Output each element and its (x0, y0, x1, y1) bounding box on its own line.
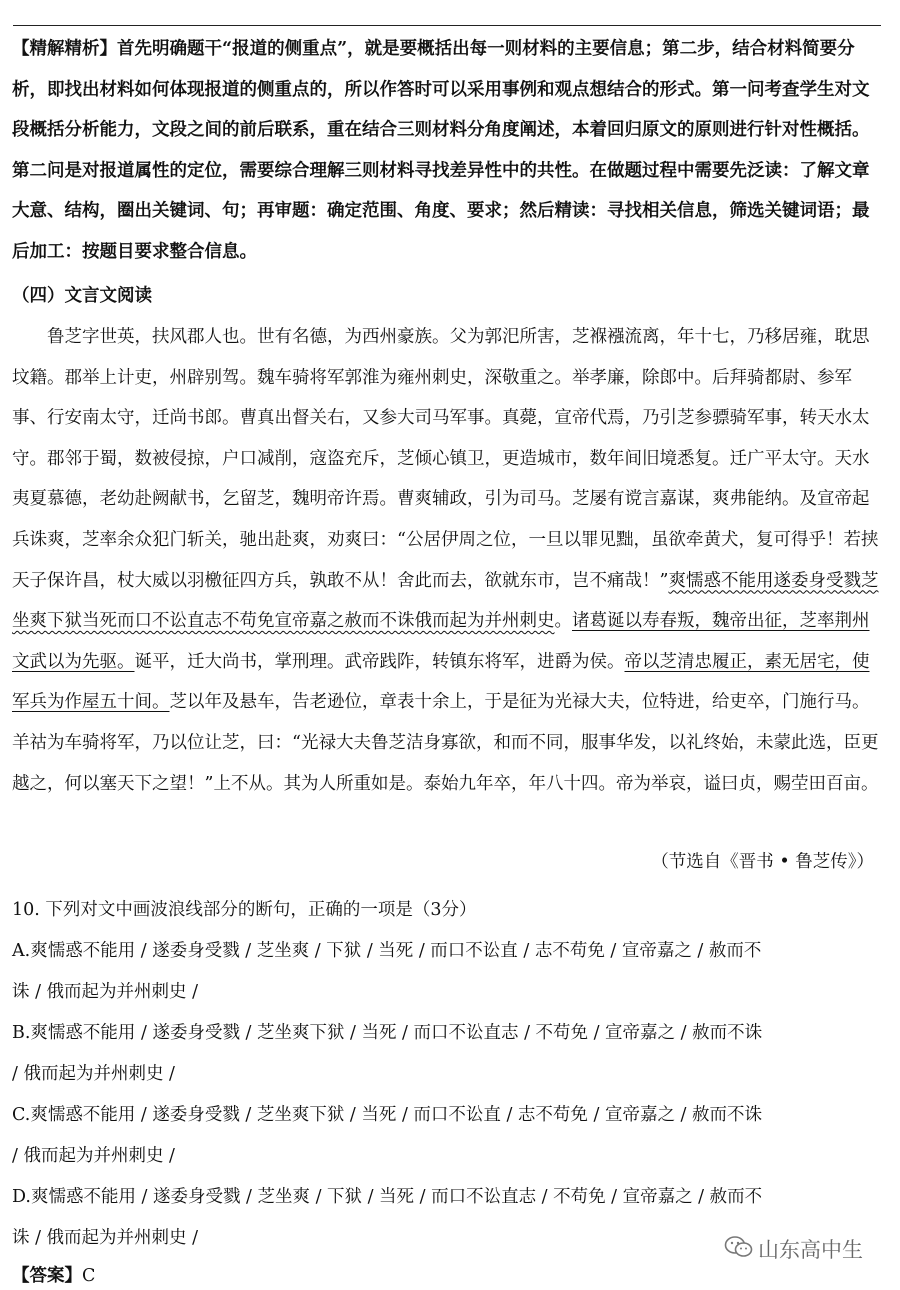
wechat-icon (724, 1235, 754, 1264)
answer-label: 【答案】 (12, 1266, 82, 1286)
option-a-line2: 诛 / 俄而起为并州刺史 / (12, 982, 198, 1002)
wavy-underlined-sentence: 爽懦惑不能用遂委身受戮芝坐爽下狱当死而口不讼直志不苟免宣帝嘉之赦而不诛俄而起为并州刺史 (12, 570, 879, 632)
watermark (724, 1234, 863, 1264)
source-citation: （节选自《晋书 • 鲁芝传》） (651, 852, 874, 872)
analysis-text: 首先明确题干“报道的侧重点”，就是要概括出每一则材料的主要信息；第二步，结合材料简要分析，即找出材料如何体现报道的侧重点的，所以作答时可以采用事例和观点想结合的形式。第一问考查学生对文段概括分析能力，文段之间的前后联系，重在结合三则材料分角度阐述，本着回归原文的原则进行针对性概括。第二问是对报道属性的定位，需要综合理解三则材料寻找差异性中的共性。在做题过程中需要先泛读：了解文章大意、结构，圈出关键词、句；再审题：确定范围、角度、要求；然后精读：寻找相关信息，筛选关键词语；最后加工：按题目要求整合信息。 (12, 39, 870, 262)
option-a-line1: A.爽懦惑不能用 / 遂委身受戮 / 芝坐爽 / 下狱 / 当死 / 而口不讼直 / 志不苟免 / 宣帝嘉之 / 赦而不 (12, 941, 762, 961)
section-heading-text: （四）文言文阅读 (12, 286, 152, 306)
passage-part3: 诞平，迁大尚书，掌刑理。武帝践阼，转镇东将军，进爵为侯。 (134, 651, 625, 672)
underlined-sentence-2: 帝以芝清忠履正，素无居宅，使军兵为作屋五十间。 (12, 651, 870, 713)
analysis-paragraph (12, 29, 884, 273)
option-c-line2: / 俄而起为并州刺史 / (12, 1146, 175, 1166)
option-b-line1: B.爽懦惑不能用 / 遂委身受戮 / 芝坐爽下狱 / 当死 / 而口不讼直志 / 不苟免 / 宣帝嘉之 / 赦而不诛 (12, 1023, 763, 1043)
option-d-line1: D.爽懦惑不能用 / 遂委身受戮 / 芝坐爽 / 下狱 / 当死 / 而口不讼直志 / 不苟免 / 宣帝嘉之 / 赦而不 (12, 1187, 763, 1207)
watermark-text: 山东高中生 (758, 1238, 863, 1262)
option-d-line2: 诛 / 俄而起为并州刺史 / (12, 1228, 198, 1248)
passage-part2: 。 (554, 611, 572, 632)
top-rule (13, 25, 881, 26)
section-heading (12, 276, 884, 317)
question-stem: 10. 下列对文中画波浪线部分的断句，正确的一项是（3分） (12, 900, 477, 920)
passage-part4: 芝以年及悬车，告老逊位，章表十余上，于是征为光禄大夫，位特进，给吏卒，门施行马。羊祜为车骑将军，乃以位让芝，曰：“光禄大夫鲁芝洁身寡欲，和而不同，服事华发，以礼终始，未蒙此选，臣更越之，何以塞天下之望！”上不从。其为人所重如是。泰始九年卒，年八十四。帝为举哀，谥曰贞，赐茔田百亩。 (12, 692, 879, 794)
option-b-line2: / 俄而起为并州刺史 / (12, 1064, 175, 1084)
analysis-label: 【精解精析】 (12, 39, 117, 59)
option-c-line1: C.爽懦惑不能用 / 遂委身受戮 / 芝坐爽下狱 / 当死 / 而口不讼直 / 志不苟免 / 宣帝嘉之 / 赦而不诛 (12, 1105, 762, 1125)
underlined-sentence-1: 诸葛诞以寿春叛，魏帝出征，芝率荆州文武以为先驱。 (12, 611, 870, 672)
answer-value: C (82, 1266, 96, 1286)
passage-part1: 鲁芝字世英，扶风郡人也。世有名德，为西州豪族。父为郭汜所害，芝褓襁流离，年十七，乃移居雍，耽思坟籍。郡举上计吏，州辟别驾。魏车骑将军郭淮为雍州刺史，深敬重之。举孝廉，除郎中。后拜骑都尉、参军事、行安南太守，迁尚书郎。曹真出督关右，又参大司马军事。真薨，宣帝代焉，乃引芝参骠骑军事，转天水太守。郡邻于蜀，数被侵掠，户口减削，寇盗充斥，芝倾心镇卫，更造城市，数年间旧境悉复。迁广平太守。天水夷夏慕德，老幼赴阙献书，乞留芝，魏明帝许焉。曹爽辅政，引为司马。芝屡有谠言嘉谋，爽弗能纳。及宣帝起兵诛爽，芝率余众犯门斩关，驰出赴爽，劝爽曰：“公居伊周之位，一旦以罪见黜，虽欲牵黄犬，复可得乎！若挟天子保许昌，杖大威以羽檄征四方兵，孰敢不从！舍此而去，欲就东市，岂不痛哉！” (12, 327, 879, 591)
answer (12, 1262, 95, 1287)
passage (12, 317, 884, 804)
